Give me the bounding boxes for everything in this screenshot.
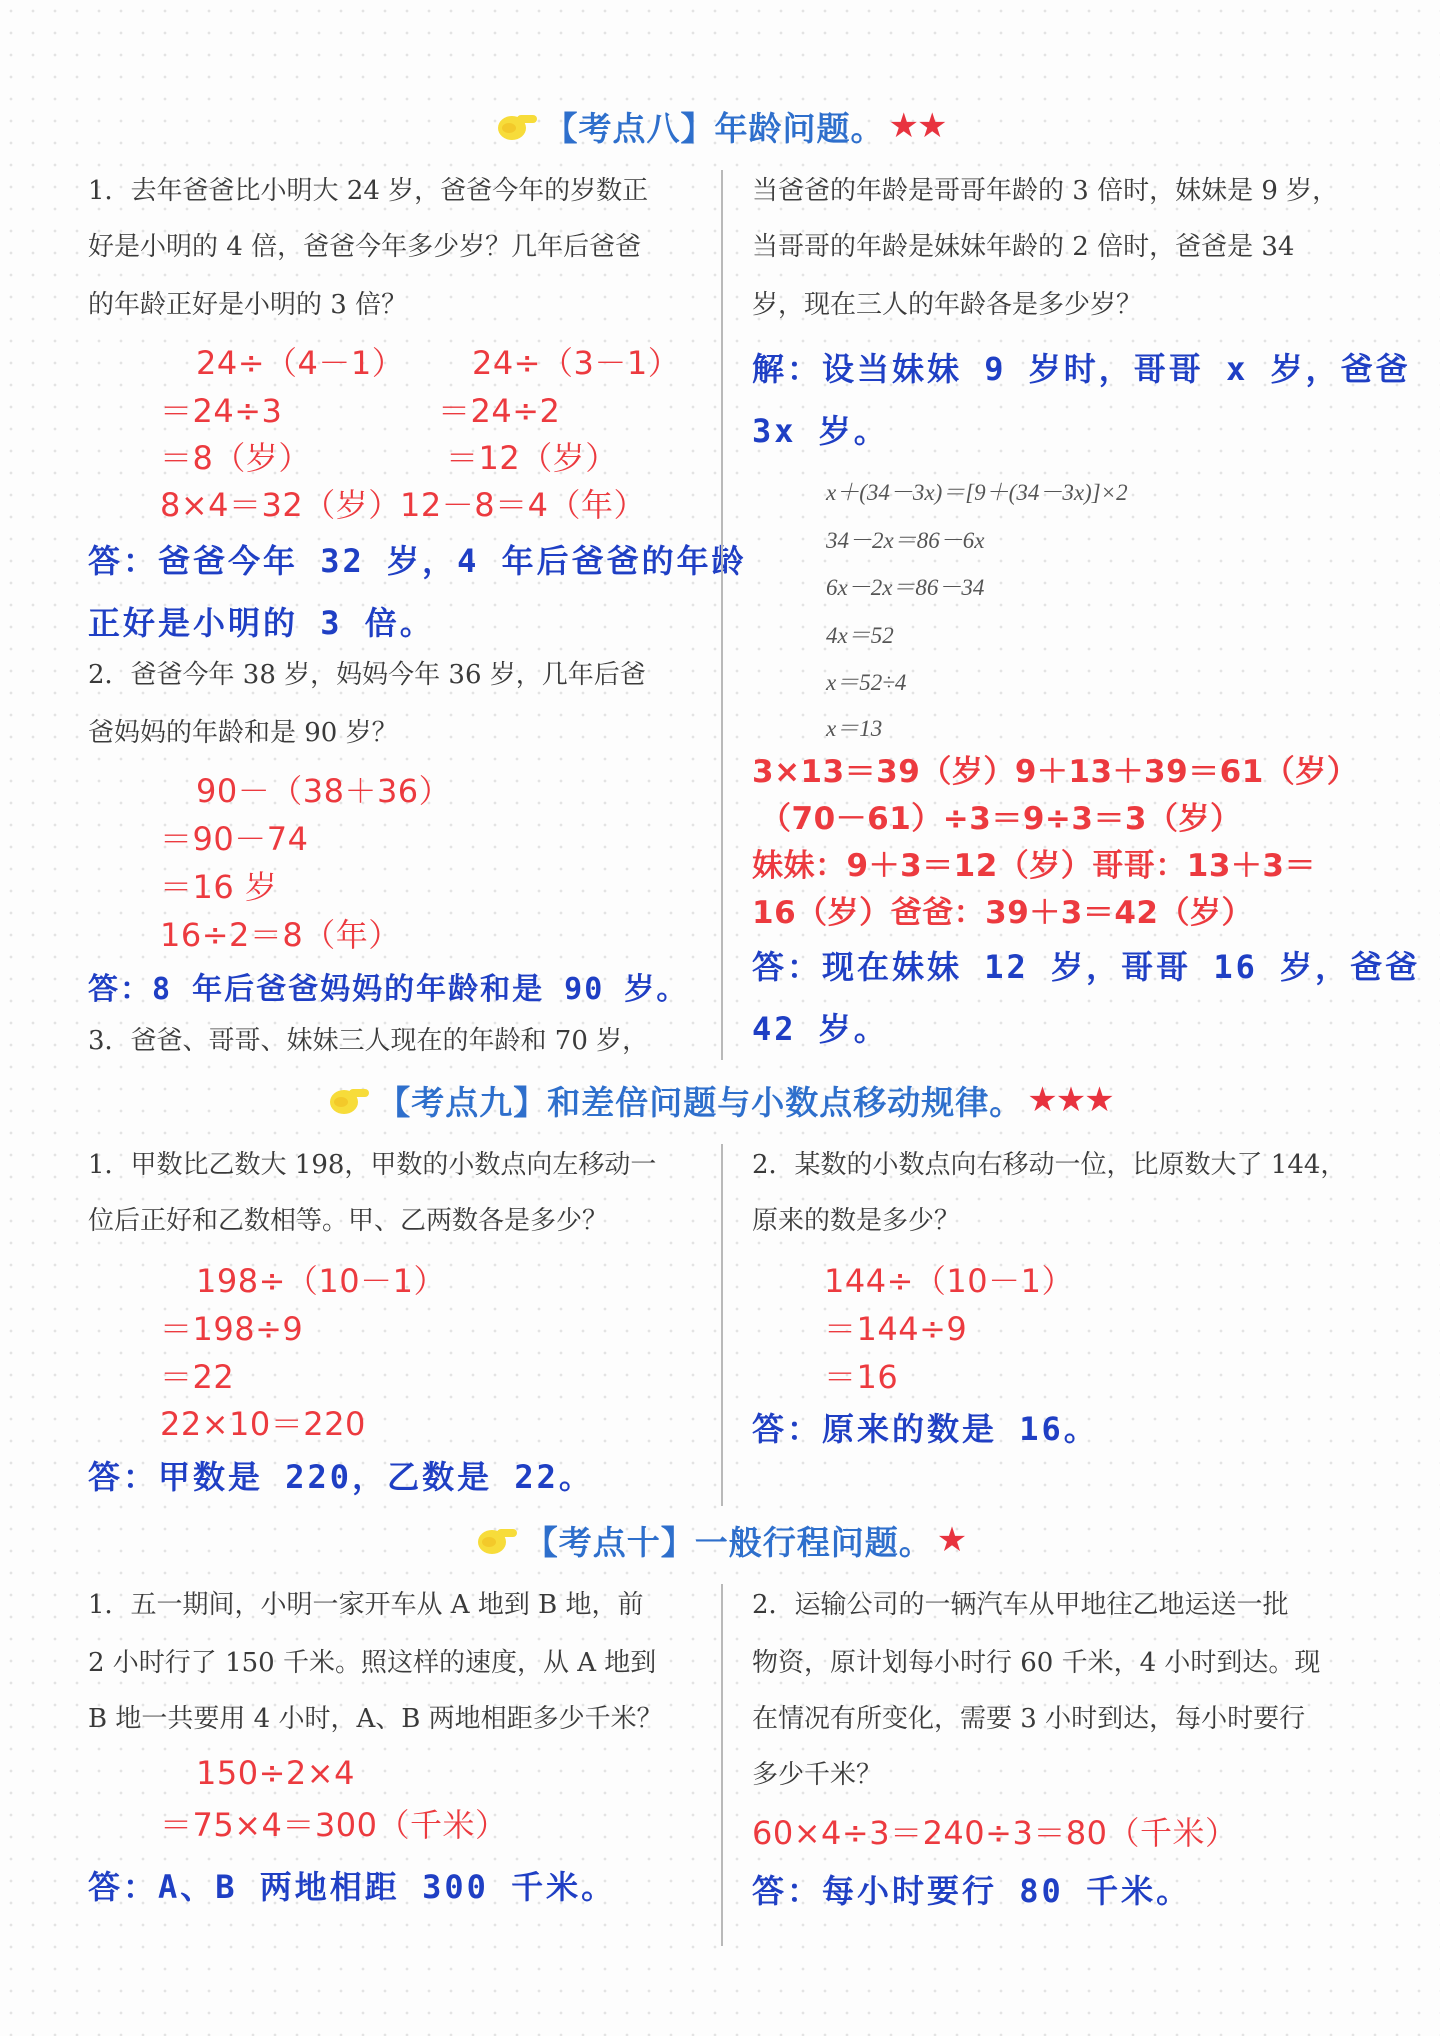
calc-line: ＝24÷2 — [438, 392, 561, 430]
calc-line: ＝90－74 — [160, 820, 309, 858]
calc-line: 198÷（10－1） — [196, 1262, 446, 1300]
problem-8-2-line-1: 2．爸爸今年 38 岁，妈妈今年 36 岁，几年后爸 — [88, 660, 646, 690]
answer-line: 正好是小明的 3 倍。 — [88, 604, 435, 642]
pointing-hand-icon — [495, 109, 539, 143]
calc-line: ＝22 — [160, 1358, 235, 1396]
section-10-title: 【考点十】一般行程问题。 — [524, 1522, 933, 1562]
problem-8-1-line-1: 1．去年爸爸比小明大 24 岁，爸爸今年的岁数正 — [88, 176, 649, 206]
problem-10-2-line-2: 物资，原计划每小时行 60 千米，4 小时到达。现 — [752, 1648, 1321, 1678]
section-9-header — [0, 1070, 1440, 1130]
calc-line: ＝24÷3 — [160, 392, 283, 430]
section-8-header — [0, 96, 1440, 156]
calc-line: 妹妹：9＋3＝12（岁）哥哥：13＋3＝ — [752, 848, 1316, 884]
calc-line: 3×13＝39（岁）9＋13＋39＝61（岁） — [752, 754, 1359, 790]
difficulty-stars: ★★★ — [1027, 1080, 1113, 1120]
pointing-hand-icon — [475, 1523, 519, 1557]
answer-line: 答：每小时要行 80 千米。 — [752, 1872, 1192, 1910]
solution-setup: 解：设当妹妹 9 岁时，哥哥 x 岁，爸爸 — [752, 350, 1411, 388]
calc-line: ＝144÷9 — [824, 1310, 968, 1348]
problem-9-1-line-1: 1．甲数比乙数大 198，甲数的小数点向左移动一 — [88, 1150, 657, 1180]
problem-8-1-line-3: 的年龄正好是小明的 3 倍？ — [88, 290, 408, 320]
equation-line: x＝13 — [826, 716, 883, 741]
calc-line: 22×10＝220 — [160, 1405, 366, 1443]
difficulty-stars: ★ — [936, 1520, 966, 1560]
calc-line: 16（岁）爸爸：39＋3＝42（岁） — [752, 895, 1253, 931]
difficulty-stars: ★★ — [888, 106, 946, 146]
calc-line: （70－61）÷3＝9÷3＝3（岁） — [760, 801, 1242, 837]
calc-line: ＝16 岁 — [160, 868, 278, 906]
problem-8-3-line-3: 当哥哥的年龄是妹妹年龄的 2 倍时，爸爸是 34 — [752, 232, 1295, 262]
problem-9-2-line-2: 原来的数是多少？ — [752, 1206, 961, 1236]
answer-line: 答：爸爸今年 32 岁，4 年后爸爸的年龄 — [88, 542, 747, 580]
calc-line: 150÷2×4 — [196, 1754, 355, 1792]
calc-line: 8×4＝32（岁） — [160, 486, 401, 524]
problem-8-2-line-2: 爸妈妈的年龄和是 90 岁？ — [88, 718, 398, 748]
column-divider — [721, 1144, 723, 1506]
answer-line: 答：现在妹妹 12 岁，哥哥 16 岁，爸爸 — [752, 948, 1421, 986]
equation-line: 4x＝52 — [826, 623, 894, 648]
problem-10-2-line-3: 在情况有所变化，需要 3 小时到达，每小时要行 — [752, 1704, 1306, 1734]
answer-line: 答：8 年后爸爸妈妈的年龄和是 90 岁。 — [88, 972, 689, 1007]
answer-line: 答：原来的数是 16。 — [752, 1410, 1099, 1448]
calc-line: 16÷2＝8（年） — [160, 916, 401, 954]
column-divider — [721, 170, 723, 1060]
problem-10-1-line-2: 2 小时行了 150 千米。照这样的速度，从 A 地到 — [88, 1648, 657, 1678]
calc-line: 12－8＝4（年） — [400, 486, 646, 524]
problem-10-2-line-1: 2．运输公司的一辆汽车从甲地往乙地运送一批 — [752, 1590, 1289, 1620]
problem-9-1-line-2: 位后正好和乙数相等。甲、乙两数各是多少？ — [88, 1206, 609, 1236]
calc-line: ＝12（岁） — [446, 439, 618, 477]
calc-line: 144÷（10－1） — [824, 1262, 1074, 1300]
calc-line: 24÷（3－1） — [472, 344, 681, 382]
answer-line: 答：A、B 两地相距 300 千米。 — [88, 1868, 617, 1906]
equation-line: x＋(34－3x)＝[9＋(34－3x)]×2 — [826, 480, 1128, 505]
problem-8-3-line-2: 当爸爸的年龄是哥哥年龄的 3 倍时，妹妹是 9 岁， — [752, 176, 1339, 206]
problem-10-1-line-1: 1．五一期间，小明一家开车从 A 地到 B 地，前 — [88, 1590, 644, 1620]
problem-8-3-line-4: 岁，现在三人的年龄各是多少岁？ — [752, 290, 1143, 320]
calc-line: 60×4÷3＝240÷3＝80（千米） — [752, 1814, 1238, 1852]
answer-line: 答：甲数是 220，乙数是 22。 — [88, 1458, 594, 1496]
section-8-title: 【考点八】年龄问题。 — [544, 108, 885, 148]
calc-line: ＝16 — [824, 1358, 899, 1396]
problem-8-3-line-1: 3．爸爸、哥哥、妹妹三人现在的年龄和 70 岁， — [88, 1026, 649, 1056]
column-divider — [721, 1584, 723, 1946]
solution-setup: 3x 岁。 — [752, 412, 889, 450]
equation-line: 6x－2x＝86－34 — [826, 575, 985, 600]
pointing-hand-icon — [327, 1083, 371, 1117]
calc-line: ＝8（岁） — [160, 439, 311, 477]
calc-line: 90－（38＋36） — [196, 772, 452, 810]
equation-line: 34－2x＝86－6x — [826, 528, 985, 553]
calc-line: ＝75×4＝300（千米） — [160, 1806, 508, 1844]
calc-line: ＝198÷9 — [160, 1310, 304, 1348]
answer-line: 42 岁。 — [752, 1010, 889, 1048]
problem-10-1-line-3: B 地一共要用 4 小时，A、B 两地相距多少千米？ — [88, 1704, 663, 1734]
equation-line: x＝52÷4 — [826, 670, 907, 695]
problem-8-1-line-2: 好是小明的 4 倍，爸爸今年多少岁？几年后爸爸 — [88, 232, 642, 262]
calc-line: 24÷（4－1） — [196, 344, 405, 382]
problem-10-2-line-4: 多少千米？ — [752, 1760, 883, 1790]
problem-9-2-line-1: 2．某数的小数点向右移动一位，比原数大了 144， — [752, 1150, 1347, 1180]
section-10-header — [0, 1510, 1440, 1570]
section-9-title: 【考点九】和差倍问题与小数点移动规律。 — [377, 1082, 1024, 1122]
